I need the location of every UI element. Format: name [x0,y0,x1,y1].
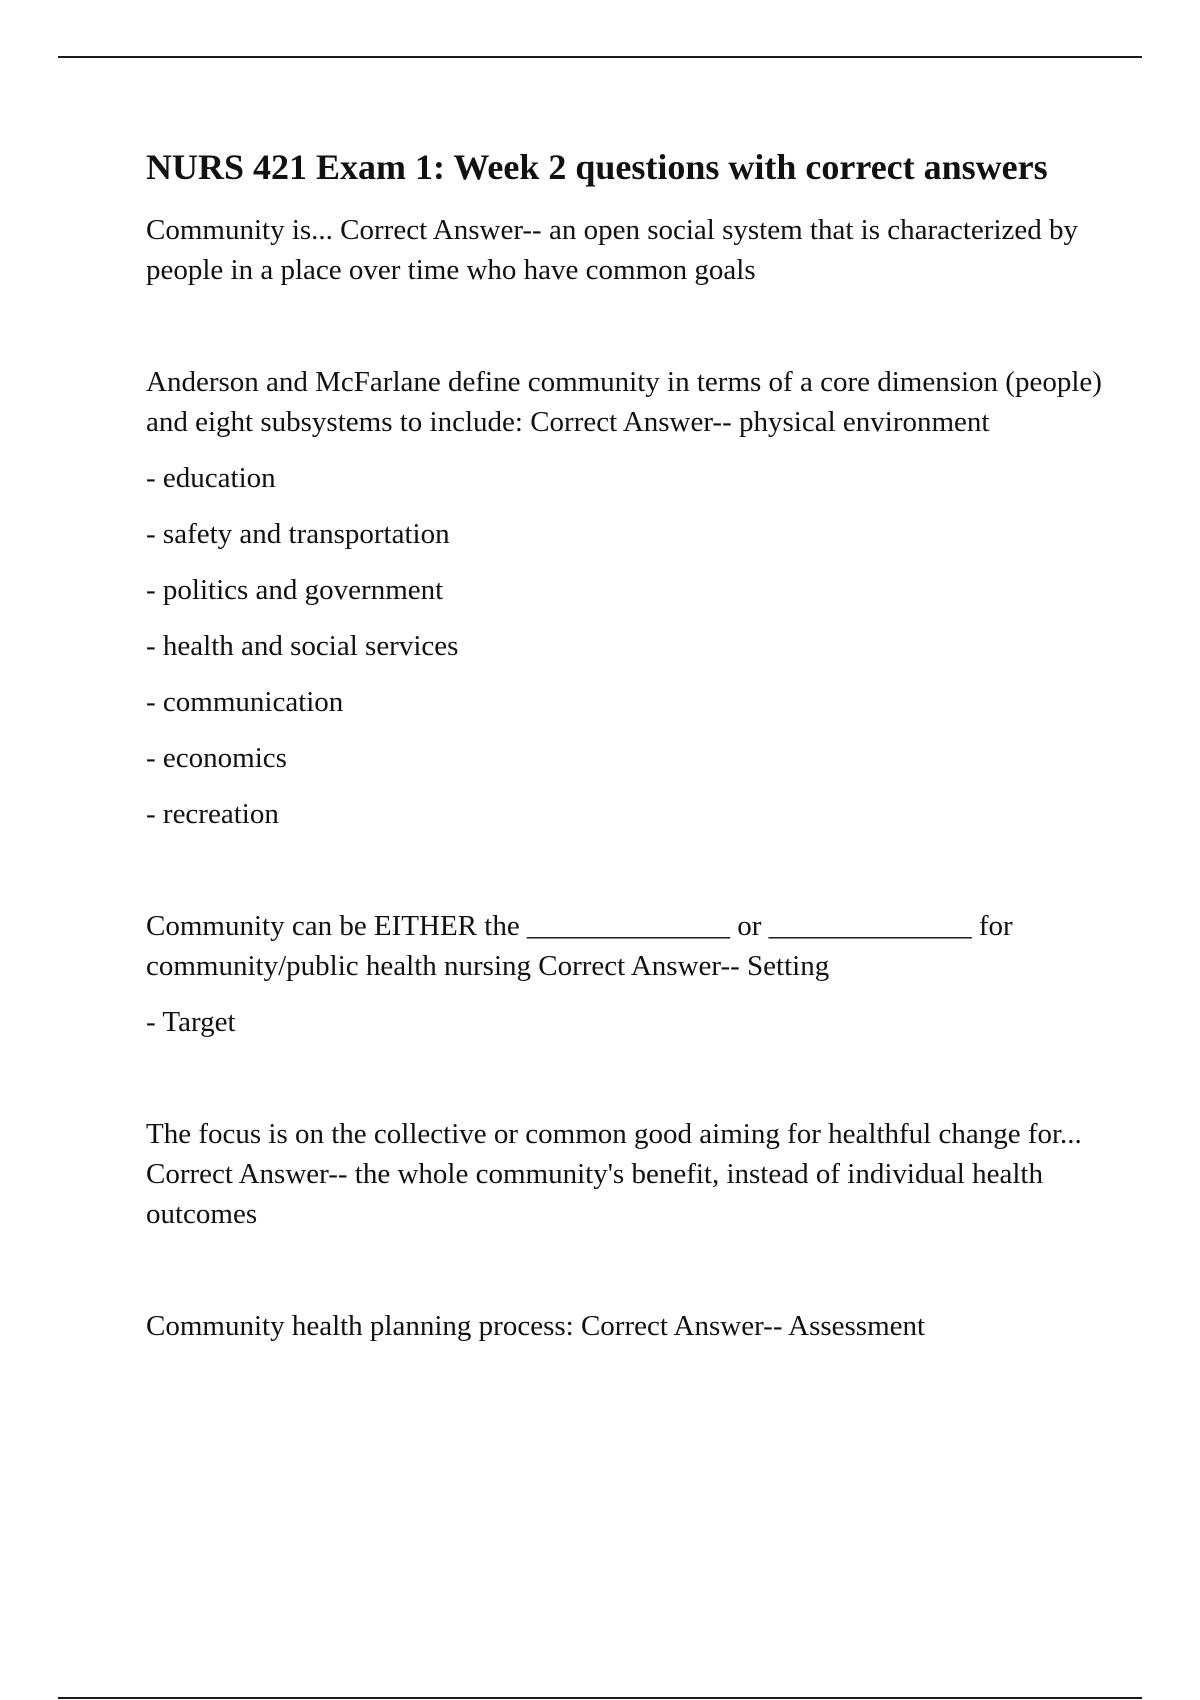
qa-text: Anderson and McFarlane define community in terms of a core dimension (people) and eight subsystems to include: Correct Answer-- physical environment [146,366,1102,438]
qa-text: Community can be EITHER the ______________ or ______________ for community/public health nursing Correct Answer-- Setting [146,910,1013,982]
document-body [146,142,1106,1346]
answer-subitem: - politics and government [146,574,444,606]
qa-text: The focus is on the collective or common good aiming for healthful change for... Correct Answer-- the whole community's benefit, instead of individual health outcomes [146,1118,1082,1230]
answer-subitem: - health and social services [146,630,459,662]
qa-item-2 [146,362,1106,834]
answer-subitem: - safety and transportation [146,518,450,550]
answer-subitem: - education [146,462,276,494]
qa-item-1 [146,210,1106,290]
bottom-rule [58,1697,1142,1699]
qa-text: Community is... Correct Answer-- an open social system that is characterized by people in a place over time who have common goals [146,214,1079,286]
answer-subitem: - economics [146,742,287,774]
answer-subitem: - communication [146,686,344,718]
qa-text: Community health planning process: Correct Answer-- Assessment [146,1310,926,1342]
qa-item-4 [146,1114,1106,1234]
qa-item-5 [146,1306,1106,1346]
document-title: NURS 421 Exam 1: Week 2 questions with correct answers [146,147,1048,187]
qa-item-3 [146,906,1106,1042]
answer-subitem: - Target [146,1006,236,1038]
answer-subitem: - recreation [146,798,279,830]
top-rule [58,56,1142,58]
